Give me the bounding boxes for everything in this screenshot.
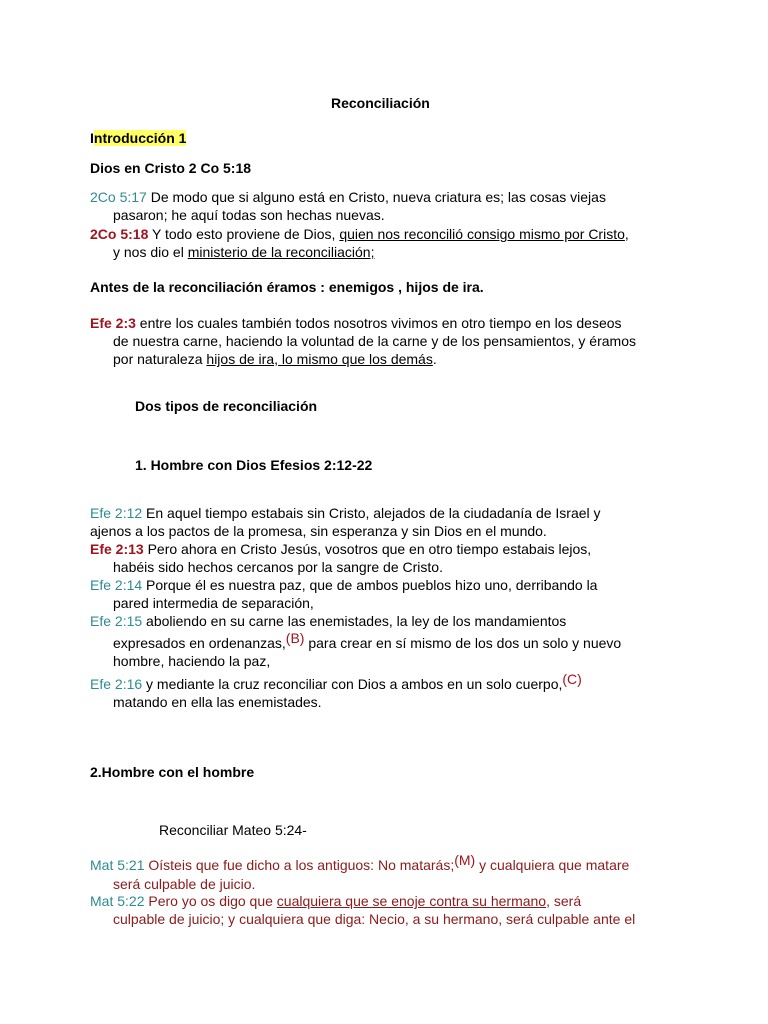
verse-line	[90, 893, 581, 910]
verse-ref: Mat 5:21	[90, 857, 145, 873]
verse-cont: de nuestra carne, haciendo la voluntad de la carne y de los pensamientos, y éramos	[113, 333, 636, 349]
verse-text: entre los cuales también todos nosotros vivimos en otro tiempo en los deseos	[135, 315, 622, 331]
underlined-phrase: hijos de ira, lo mismo que los demás	[206, 351, 433, 367]
verse-ref: Efe 2:3	[90, 315, 136, 331]
verse-text: , será	[546, 893, 582, 909]
verse-ref: Efe 2:15	[90, 613, 143, 629]
verse-cont	[113, 630, 622, 652]
verse-cont: culpable de juicio; y cualquiera que diga: Necio, a su hermano, será culpable ante el	[113, 911, 636, 927]
verse-ref: Efe 2:12	[90, 505, 143, 521]
verse-cont	[113, 351, 437, 368]
heading-dios-en-cristo: Dios en Cristo 2 Co 5:18	[90, 160, 252, 176]
verse-ref: 2Co 5:18	[90, 226, 149, 242]
verse-text: Oísteis que fue dicho a los antiguos: No matarás;	[144, 857, 455, 873]
intro-highlight: ntroducción 1	[93, 130, 187, 146]
verse-line	[90, 505, 601, 522]
footnote-marker[interactable]: (C)	[562, 671, 582, 687]
underlined-phrase: ministerio de la reconciliación;	[187, 244, 375, 260]
underlined-phrase: cualquiera que se enoje contra su hermano	[276, 893, 547, 909]
verse-line	[90, 189, 606, 206]
verse-cont: ajenos a los pactos de la promesa, sin esperanza y sin Dios en el mundo.	[90, 523, 547, 539]
verse-ref: Efe 2:14	[90, 577, 143, 593]
verse-text: Pero yo os digo que	[144, 893, 277, 909]
footnote-marker[interactable]: (B)	[285, 630, 305, 646]
verse-cont: matando en ella las enemistades.	[113, 694, 322, 710]
verse-text: y cualquiera que matare	[475, 857, 630, 873]
verse-ref: Mat 5:22	[90, 893, 145, 909]
verse-text: expresados en ordenanzas,	[113, 635, 286, 651]
verse-cont: pared intermedia de separación,	[113, 595, 314, 611]
verse-ref: 2Co 5:17	[90, 189, 147, 205]
verse-cont	[113, 244, 374, 261]
verse-text: .	[432, 351, 437, 367]
verse-text: En aquel tiempo estabais sin Cristo, alejados de la ciudadanía de Israel y	[142, 505, 601, 521]
verse-cont: habéis sido hechos cercanos por la sangre de Cristo.	[113, 559, 443, 575]
verse-text: para crear en sí mismo de los dos un solo y nuevo	[304, 635, 622, 651]
intro-first-letter: I	[90, 130, 94, 146]
verse-text: por naturaleza	[113, 351, 207, 367]
verse-line	[90, 541, 591, 558]
verse-ref: Efe 2:13	[90, 541, 144, 557]
verse-ref: Efe 2:16	[90, 676, 143, 692]
verse-text: y mediante la cruz reconciliar con Dios a ambos en un solo cuerpo,	[142, 676, 563, 692]
verse-text: y nos dio el	[113, 244, 188, 260]
verse-cont: pasaron; he aquí todas son hechas nuevas.	[113, 207, 385, 223]
intro-heading	[90, 130, 186, 147]
subheading-reconciliar: Reconciliar Mateo 5:24-	[159, 822, 307, 838]
page-title: Reconciliación	[331, 95, 430, 111]
heading-dos-tipos: Dos tipos de reconciliación	[135, 398, 318, 414]
verse-cont: será culpable de juicio.	[113, 876, 256, 892]
verse-line	[90, 315, 622, 332]
verse-line	[90, 577, 597, 594]
verse-line	[90, 226, 629, 243]
heading-hombre-con-dios: 1. Hombre con Dios Efesios 2:12-22	[135, 457, 373, 473]
verse-text: aboliendo en su carne las enemistades, la ley de los mandamientos	[142, 613, 567, 629]
verse-text: ,	[624, 226, 629, 242]
verse-cont: hombre, haciendo la paz,	[113, 653, 271, 669]
heading-antes: Antes de la reconciliación éramos : enemigos , hijos de ira.	[90, 279, 484, 295]
verse-text: De modo que si alguno está en Cristo, nueva criatura es; las cosas viejas	[146, 189, 606, 205]
verse-line	[90, 613, 566, 630]
verse-text: Y todo esto proviene de Dios,	[148, 226, 340, 242]
verse-text: Porque él es nuestra paz, que de ambos pueblos hizo uno, derribando la	[142, 577, 598, 593]
verse-line	[90, 671, 582, 693]
heading-hombre-con-hombre: 2.Hombre con el hombre	[90, 764, 255, 780]
verse-text: Pero ahora en Cristo Jesús, vosotros que en otro tiempo estabais lejos,	[143, 541, 592, 557]
underlined-phrase: quien nos reconcilió consigo mismo por Cristo	[339, 226, 625, 242]
footnote-marker[interactable]: (M)	[454, 852, 476, 868]
verse-line	[90, 852, 630, 874]
